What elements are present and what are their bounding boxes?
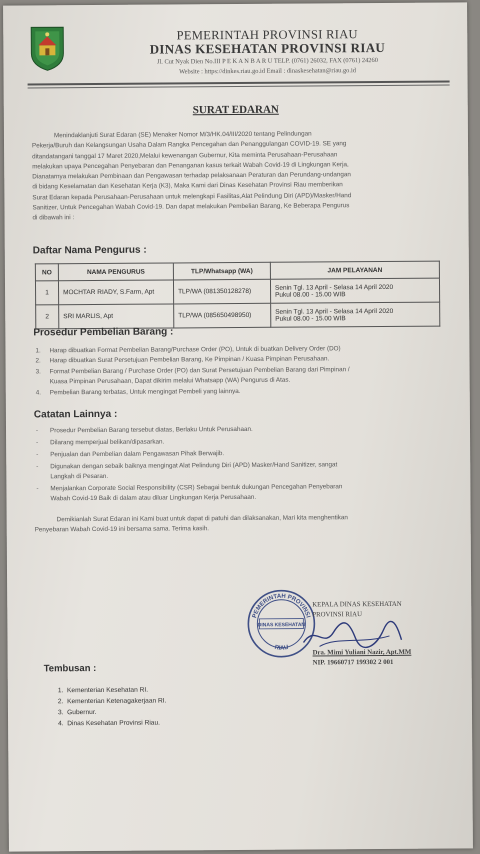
list-item [58, 687, 148, 695]
list-text: Gubernur. [67, 708, 97, 717]
row-hours-text: Pukul 08.00 - 15.00 WIB [275, 290, 346, 299]
row-hours [271, 302, 440, 327]
list-number: 4. [58, 720, 64, 728]
intro-line: Dianatarnya melakukan Pembinaan dan Pengawasan terhadap pelaksanaan Peraturan dan Perundang-undangan [32, 171, 351, 181]
intro-line: ditandatangani tanggal 17 Maret 2020,Melalui kewenangan Gubernur, Kita meminta Perusahaan-Perusahaan [32, 150, 338, 161]
stamp-top-text: PEMERINTAH PROVINSI [252, 593, 311, 619]
list-item [35, 387, 448, 397]
row-days-text: Senin Tgl. 13 April - Selasa 14 April 2020 [275, 283, 394, 292]
intro-line: Surat Edaran kepada Perusahaan-Perusahaan untuk melengkapi Fasilitas,Alat Pelindung Diri (APD)/Masker/Hand [32, 191, 352, 202]
bullet-dash: - [36, 439, 39, 447]
row-phone: TLP/WA (085650498950) [174, 303, 271, 328]
col-phone: TLP/Whatsapp (WA) [173, 262, 270, 280]
list-item [35, 425, 448, 435]
handwritten-signature [297, 618, 407, 653]
bullet-dash: - [36, 485, 39, 493]
table-row [36, 302, 440, 329]
list-text: Dilarang memperjual belikan/dipasarkan. [50, 438, 165, 447]
table-row [35, 278, 439, 305]
list-text: Harap dibuatkan Format Pembelian Barang/Purchase Order (PO), Untuk di buatkan Delivery Order (DO) [49, 345, 341, 355]
signer-nip: NIP. 19660717 199302 2 001 [312, 658, 394, 667]
intro-line: Sanitizer, Untuk Pencegahan Wabah Covid-19. Dan dapat melakukan Pembelian Barang, Ke Beberapa Pengurus [32, 202, 350, 212]
list-text: Harap dibuatkan Surat Persetujuan Pembelian Barang, Ke Pimpinan / Kuasa Pimpinan Perusahaan. [49, 355, 330, 365]
list-text: Wabah Covid-19 Baik di dalam atau diluar Lingkungan Kerja Perusahaan. [50, 493, 257, 503]
signer-role-line1: KEPALA DINAS KESEHATAN [312, 600, 402, 609]
list-text: Format Pembelian Barang / Purchase Order (PO) dan Surat Persetujuan Pembelian Barang dari Pimpinan / [49, 366, 350, 376]
list-number: 3. [57, 709, 64, 717]
list-item [36, 449, 448, 459]
list-number: 4. [35, 389, 42, 397]
intro-line: di dibawah ini : [32, 214, 75, 222]
bullet-dash: - [36, 451, 39, 459]
bullet-dash: - [35, 427, 39, 435]
row-hours [270, 278, 439, 303]
closing-line: Demikianlah Surat Edaran ini Kami buat untuk dapat di patuhi dan dilaksanakan, Mari kita menghentikan [56, 514, 348, 524]
closing-paragraph [35, 513, 449, 536]
intro-line: Menindaklanjuti Surat Edaran (SE) Menaker Nomor M/3/HK.04/III/2020 tentang Pelindungan [53, 130, 312, 140]
list-item [36, 483, 448, 493]
catatan-heading: Catatan Lainnya : [33, 408, 118, 421]
col-hours: JAM PELAYANAN [270, 261, 439, 279]
list-text: Penjualan dan Pembelian dalam Pengawasan Pihak Berwajib. [50, 450, 225, 459]
row-name: MOCHTAR RIADY, S.Farm, Apt [58, 280, 173, 305]
row-days-text: Senin Tgl. 13 April - Selasa 14 April 2020 [275, 307, 394, 316]
header-rule-thin [28, 85, 450, 89]
list-number: 2. [57, 698, 64, 706]
list-text: Dinas Kesehatan Provinsi Riau. [67, 719, 160, 728]
letter-title: SURAT EDARAN [192, 103, 279, 117]
list-item [58, 709, 97, 716]
header-contact: Website : https://dinkes.riau.go.id Email : dinaskesehatan@riau.go.id [179, 67, 356, 76]
list-text: Langkah di Pesaran. [50, 472, 109, 481]
list-text: Kementerian Ketenagakerjaan RI. [67, 697, 167, 706]
prosedur-heading: Prosedur Pembelian Barang : [33, 326, 174, 339]
list-text: Pembelian Barang terbatas, Untuk mengingat Pembeli yang lainnya. [49, 387, 241, 397]
row-no: 2 [36, 305, 59, 329]
header-address: Jl. Cut Nyak Dien No.III P E K A N B A R U TELP. (0761) 26032, FAX (0761) 24260 [156, 57, 378, 66]
tembusan-heading: Tembusan : [43, 662, 97, 675]
stamp-middle-text: DINAS KESEHATAN [257, 622, 306, 629]
row-hours-text: Pukul 08.00 - 15.00 WIB [275, 314, 346, 323]
riau-emblem-logo [29, 25, 65, 71]
list-text: Kuasa Pimpinan Perusahaan, Dapat dikirim melalui Whatsapp (WA) Pengurus di Atas. [49, 376, 291, 386]
row-no: 1 [35, 281, 58, 305]
signer-name: Dra. Mimi Yuliani Nazir, Apt.MM [312, 648, 412, 657]
list-text: Menjalankan Corporate Social Responsibility (CSR) Sebagai bentuk dukungan Pencegahan Penyebaran [50, 483, 343, 493]
list-item [35, 345, 447, 355]
list-number: 2. [35, 357, 41, 365]
letter-page [3, 2, 473, 851]
list-text: Prosedur Pembelian Barang tersebut diatas, Berlaku Untuk Perusahaan. [49, 425, 253, 435]
list-text: Digunakan dengan sebaik baiknya mengingat Alat Pelindung Diri (APD) Masker/Hand Sanitizer, sangat [50, 461, 338, 471]
list-number: 1. [35, 347, 41, 355]
list-item [35, 366, 448, 376]
row-name: SRI MARLIS, Apt [59, 304, 174, 329]
list-text: Kementerian Kesehatan RI. [66, 686, 149, 695]
pengurus-table [35, 261, 440, 330]
header-office: DINAS KESEHATAN PROVINSI RIAU [149, 39, 386, 57]
list-number: 1. [57, 687, 64, 695]
row-phone: TLP/WA (081350128278) [173, 279, 270, 304]
list-item [58, 720, 160, 728]
stamp-bottom-text: RIAU [273, 644, 290, 652]
intro-line: di bidang Keselamatan dan Kesehatan Kerja (K3), Maka Kami dari Dinas Kesehatan Provinsi Riau memberikan [32, 181, 343, 191]
signer-role-line2: PROVINSI RIAU [312, 611, 363, 619]
list-item [36, 437, 448, 447]
col-no: NO [35, 264, 58, 281]
list-item [36, 461, 448, 471]
intro-line: Pekerja/Buruh dan Kelangsungan Usaha Dalam Rangka Pencegahan dan Penanggulangan COVID-19. SE yang [32, 140, 347, 150]
intro-line: melakukan upaya Pencegahan Penyebaran dan Penanganan kasus terkait Wabah Covid-19 di Lingkungan Kerja, [32, 161, 349, 171]
svg-text:RIAU [274, 645, 289, 652]
intro-paragraph [32, 129, 447, 225]
list-number: 3. [35, 368, 41, 376]
closing-line: Penyebaran Wabah Covid-19 ini bersama sama. Terima kasih. [34, 525, 210, 534]
pengurus-heading: Daftar Nama Pengurus : [32, 244, 147, 257]
col-name: NAMA PENGURUS [58, 263, 173, 281]
header-province: PEMERINTAH PROVINSI RIAU [176, 27, 358, 43]
bullet-dash: - [36, 463, 39, 471]
list-item [58, 698, 167, 706]
